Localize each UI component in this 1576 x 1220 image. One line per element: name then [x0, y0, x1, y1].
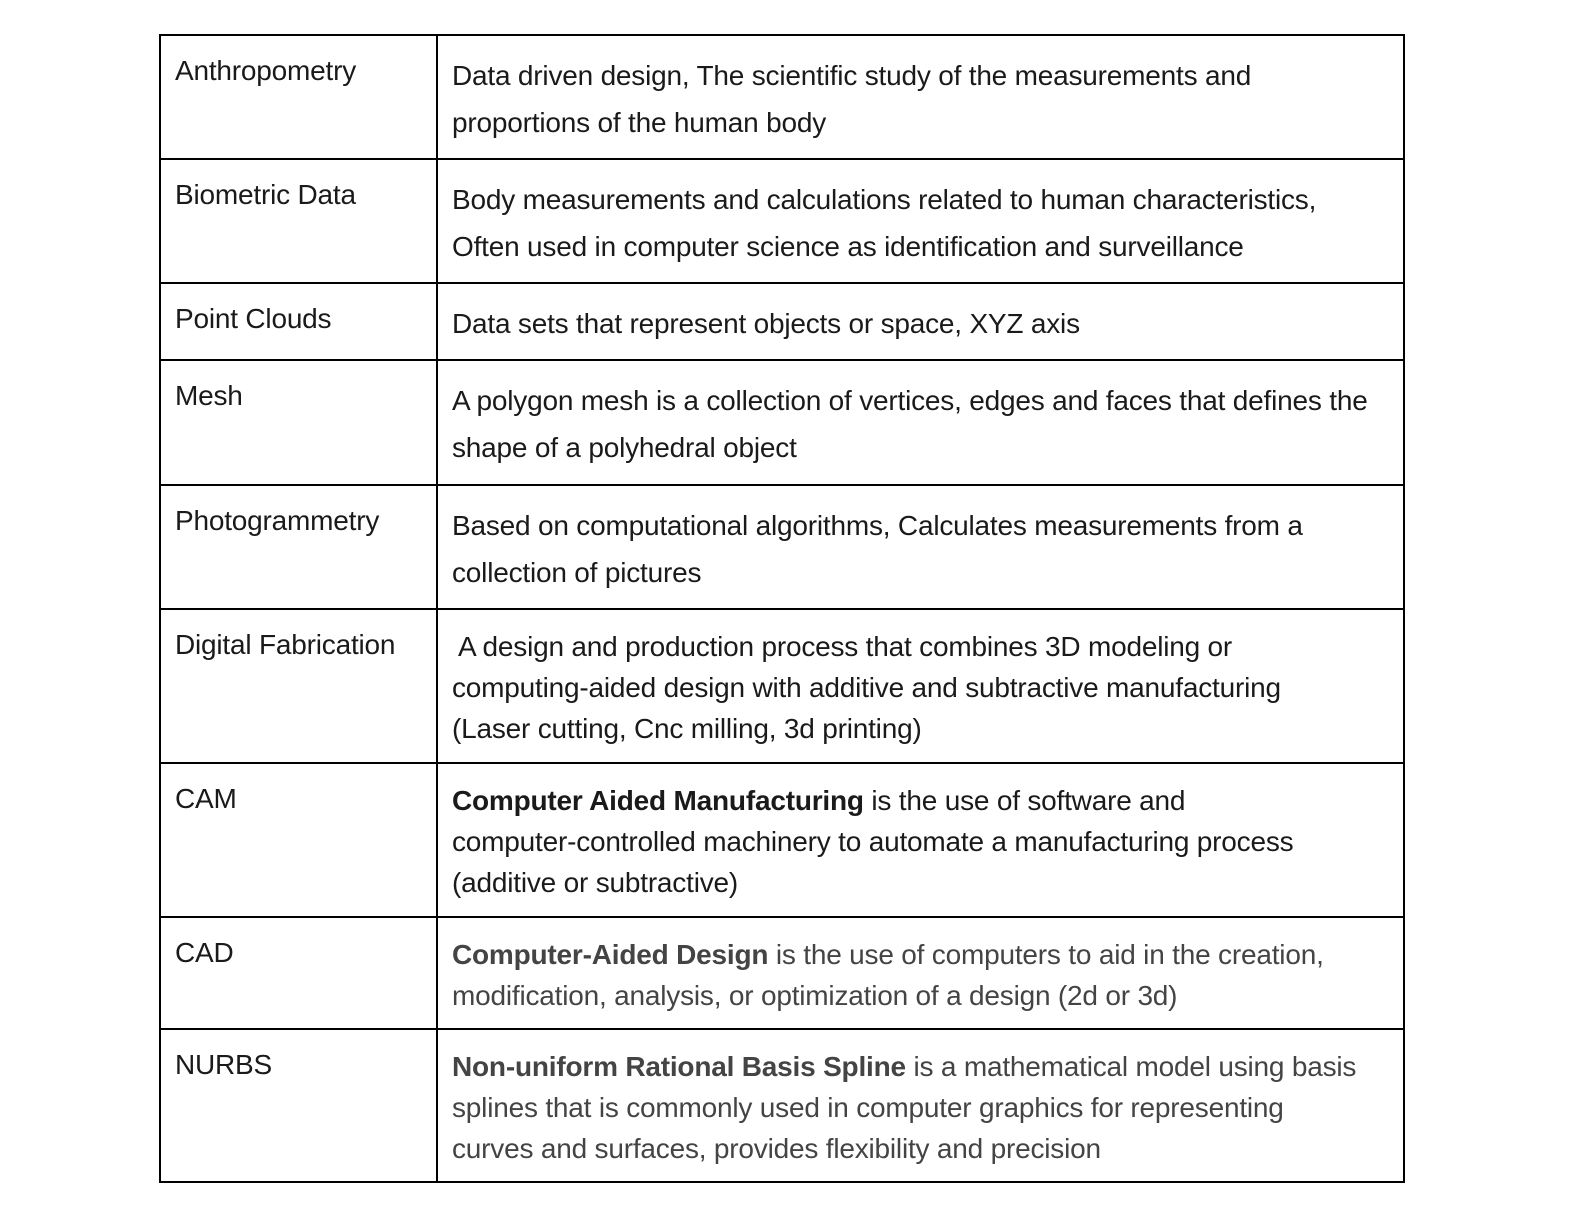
definition-biometric-data [452, 176, 1389, 270]
term-cell [160, 609, 437, 763]
table-row [160, 917, 1404, 1029]
definition-mesh: A polygon mesh is a collection of vertices, edges and faces that defines the shape of a polyhedral object [452, 385, 1368, 463]
definition-nurbs [452, 1046, 1389, 1169]
definition-line: computer-controlled machinery to automate a manufacturing process [452, 826, 1294, 857]
table-row [160, 609, 1404, 763]
definition-text: is the use of software and [863, 785, 1186, 816]
definition-line [452, 934, 1389, 975]
definition-cell [437, 1029, 1404, 1182]
term-mesh: Mesh [175, 380, 243, 411]
definition-line: (additive or subtractive) [452, 867, 739, 898]
term-cell [160, 35, 437, 159]
term-cell [160, 283, 437, 360]
term-cell [160, 159, 437, 283]
definition-line: A design and production process that combines 3D modeling or [452, 631, 1233, 662]
definition-cell [437, 159, 1404, 283]
term-point-clouds: Point Clouds [175, 303, 332, 334]
term-cell [160, 1029, 437, 1182]
definition-bold-term: Non-uniform Rational Basis Spline [452, 1051, 906, 1082]
table-row [160, 159, 1404, 283]
term-digital-fabrication: Digital Fabrication [175, 629, 396, 660]
definition-photogrammetry: Based on computational algorithms, Calculates measurements from a collection of pictures [452, 510, 1303, 588]
definition-line: computing-aided design with additive and subtractive manufacturing [452, 672, 1281, 703]
definition-bold-term: Computer Aided Manufacturing [452, 785, 864, 816]
table-row [160, 1029, 1404, 1182]
definition-line: Often used in computer science as identification and surveillance [452, 231, 1244, 262]
table-row [160, 283, 1404, 360]
term-anthropometry: Anthropometry [175, 55, 357, 86]
definition-line [452, 780, 1389, 821]
definition-cell [437, 360, 1404, 485]
definition-cam [452, 780, 1389, 903]
term-cam: CAM [175, 783, 237, 814]
glossary-table [159, 34, 1405, 1183]
term-biometric-data: Biometric Data [175, 179, 356, 210]
definition-bold-term: Computer-Aided Design [452, 939, 769, 970]
definition-point-clouds: Data sets that represent objects or space, XYZ axis [452, 308, 1080, 339]
definition-anthropometry: Data driven design, The scientific study of the measurements and proportions of the human body [452, 60, 1252, 138]
definition-cell [437, 283, 1404, 360]
definition-line: splines that is commonly used in computer graphics for representing [452, 1092, 1284, 1123]
definition-text: is a mathematical model using basis [905, 1051, 1357, 1082]
term-photogrammetry: Photogrammetry [175, 505, 380, 536]
definition-digital-fabrication [452, 626, 1389, 749]
term-cell [160, 485, 437, 609]
definition-cell [437, 763, 1404, 917]
definition-line [452, 1046, 1389, 1087]
table-row [160, 360, 1404, 485]
definition-cad [452, 934, 1389, 1016]
definition-cell [437, 609, 1404, 763]
definition-line: curves and surfaces, provides flexibility and precision [452, 1133, 1101, 1164]
definition-line: (Laser cutting, Cnc milling, 3d printing) [452, 713, 922, 744]
definition-cell [437, 917, 1404, 1029]
definition-cell [437, 35, 1404, 159]
table-row [160, 485, 1404, 609]
term-cell [160, 917, 437, 1029]
table-row [160, 763, 1404, 917]
term-cell [160, 763, 437, 917]
definition-line: Body measurements and calculations related to human characteristics, [452, 184, 1317, 215]
definition-line: modification, analysis, or optimization of a design (2d or 3d) [452, 980, 1178, 1011]
definition-cell [437, 485, 1404, 609]
term-cell [160, 360, 437, 485]
definition-text: is the use of computers to aid in the creation, [768, 939, 1324, 970]
table-row [160, 35, 1404, 159]
term-cad: CAD [175, 937, 234, 968]
term-nurbs: NURBS [175, 1049, 273, 1080]
